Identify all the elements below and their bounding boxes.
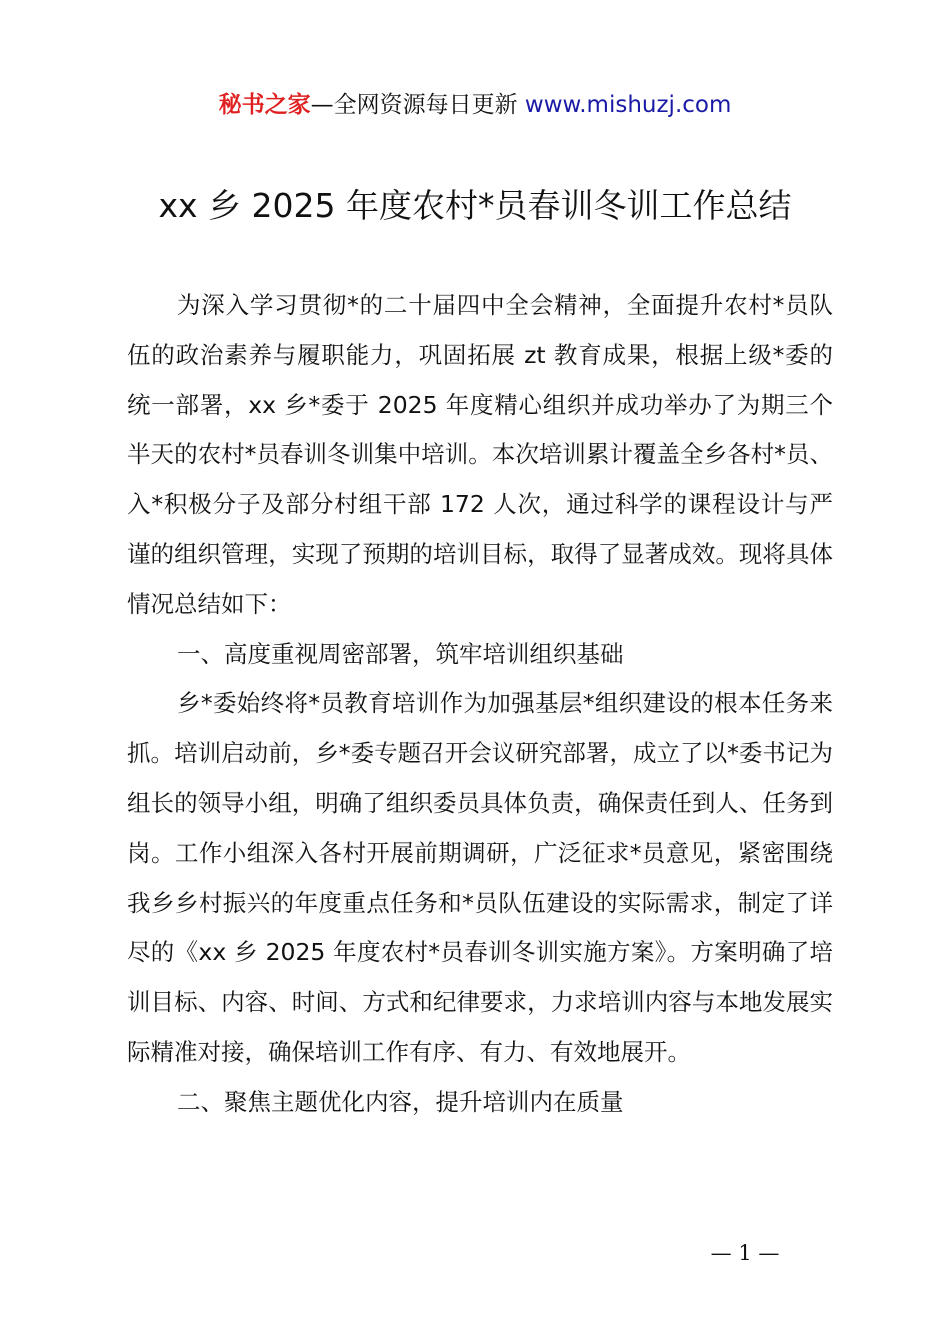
intro-paragraph: 为深入学习贯彻*的二十届四中全会精神，全面提升农村*员队伍的政治素养与履职能力，巩固拓展 zt 教育成果，根据上级*委的统一部署，xx 乡*委于 2025 年度精心组织并成功举办了为期三个半天的农村*员春训冬训集中培训。本次培训累计覆盖全乡各村*员、入*积极分子及部分村组干部 172 人次，通过科学的课程设计与严谨的组织管理，实现了预期的培训目标，取得了显著成效。现将具体情况总结如下： xyxy=(127,291,833,618)
page-number: — 1 — xyxy=(710,1241,780,1265)
site-header xyxy=(0,88,950,122)
section-2-heading: 二、聚焦主题优化内容，提升培训内在质量 xyxy=(177,1087,624,1116)
section-1-heading: 一、高度重视周密部署，筑牢培训组织基础 xyxy=(177,639,624,668)
document-body xyxy=(127,281,833,1128)
header-tagline: —全网资源每日更新 xyxy=(310,92,518,118)
section-1-paragraph: 乡*委始终将*员教育培训作为加强基层*组织建设的根本任务来抓。培训启动前，乡*委专题召开会议研究部署，成立了以*委书记为组长的领导小组，明确了组织委员具体负责，确保责任到人、任务到岗。工作小组深入各村开展前期调研，广泛征求*员意见，紧密围绕我乡乡村振兴的年度重点任务和*员队伍建设的实际需求，制定了详尽的《xx 乡 2025 年度农村*员春训冬训实施方案》。方案明确了培训目标、内容、时间、方式和纪律要求，力求培训内容与本地发展实际精准对接，确保培训工作有序、有力、有效地展开。 xyxy=(127,689,833,1066)
document-title: xx 乡 2025 年度农村*员春训冬训工作总结 xyxy=(158,186,792,225)
site-url-link[interactable]: www.mishuzj.com xyxy=(524,92,732,118)
brand-name: 秘书之家 xyxy=(218,92,311,118)
